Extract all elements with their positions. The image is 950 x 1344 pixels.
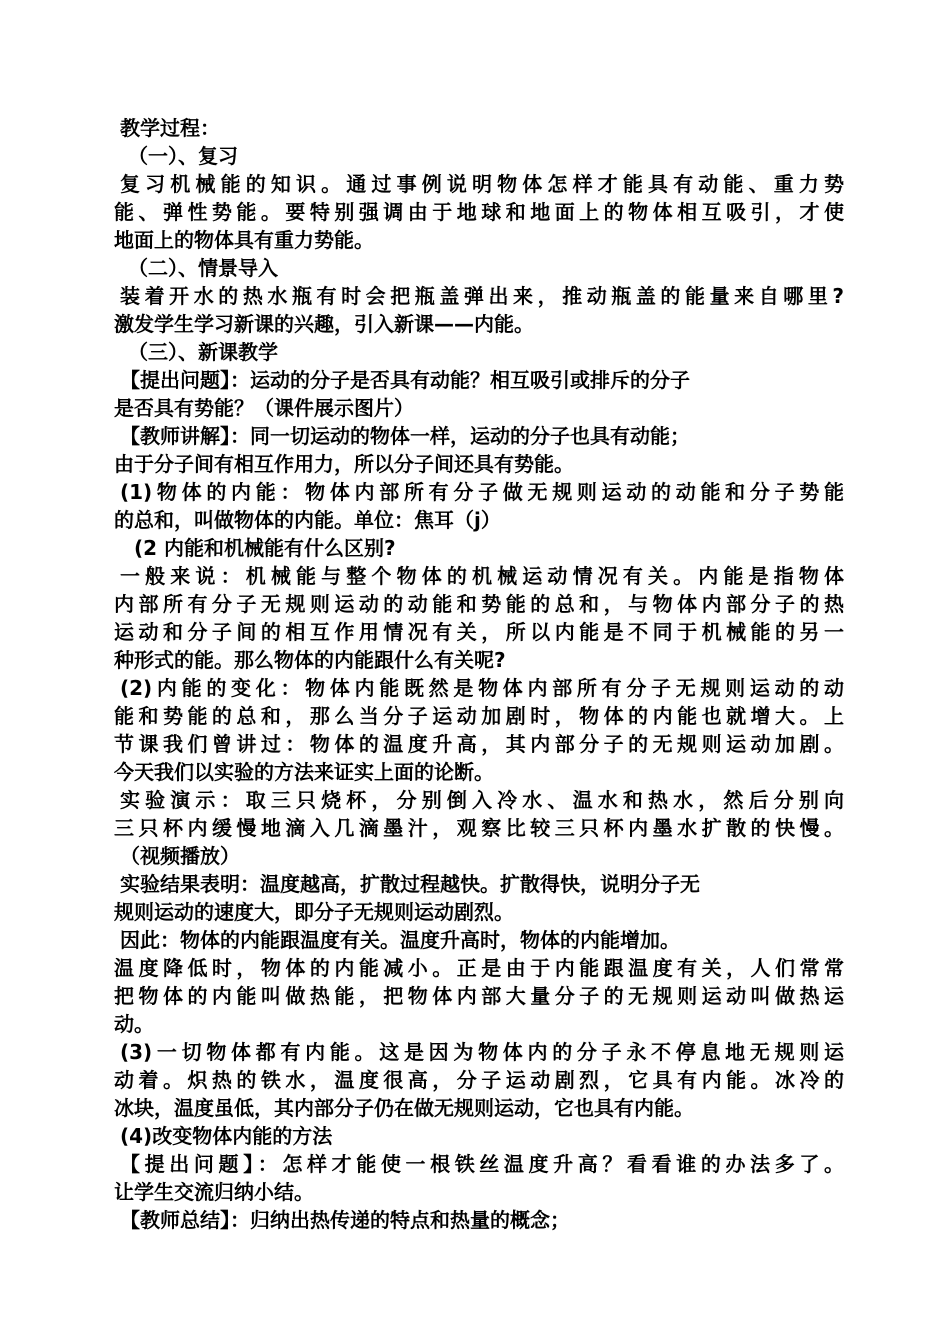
paragraph-line: 内部所有分子无规则运动的动能和势能的总和，与物体内部分子的热 xyxy=(114,592,844,616)
paragraph-line: 装着开水的热水瓶有时会把瓶盖弹出来，推动瓶盖的能量来自哪里? xyxy=(120,284,844,308)
paragraph-line: 激发学生学习新课的兴趣，引入新课——内能。 xyxy=(114,312,534,336)
paragraph-line: (3)一切物体都有内能。这是因为物体内的分子永不停息地无规则运 xyxy=(120,1040,844,1064)
subheading-line: (4)改变物体内能的方法 xyxy=(120,1124,333,1148)
paragraph-line: 因此：物体的内能跟温度有关。温度升高时，物体的内能增加。 xyxy=(120,928,680,952)
paragraph-line: 地面上的物体具有重力势能。 xyxy=(114,228,374,252)
paragraph-line: 温度降低时，物体的内能减小。正是由于内能跟温度有关，人们常常 xyxy=(114,956,844,980)
paragraph-line: 一般来说：机械能与整个物体的机械运动情况有关。内能是指物体 xyxy=(120,564,844,588)
paragraph-line: 【教师总结】：归纳出热传递的特点和热量的概念； xyxy=(120,1208,570,1232)
document-body xyxy=(114,114,844,1234)
subheading-line: (2 内能和机械能有什么区别? xyxy=(134,536,396,560)
paragraph-line: 让学生交流归纳小结。 xyxy=(114,1180,314,1204)
paragraph-line: 的总和，叫做物体的内能。单位：焦耳（j） xyxy=(114,508,501,532)
paragraph-line: 运动和分子间的相互作用情况有关，所以内能是不同于机械能的另一 xyxy=(114,620,844,644)
section-heading-review: （一）、复习 xyxy=(128,144,238,168)
paragraph-line: 把物体的内能叫做热能，把物体内部大量分子的无规则运动叫做热运 xyxy=(114,984,844,1008)
paragraph-line: 种形式的能。那么物体的内能跟什么有关呢? xyxy=(114,648,506,672)
section-heading-new-lesson: （三）、新课教学 xyxy=(128,340,278,364)
paragraph-line: 【教师讲解】：同一切运动的物体一样，运动的分子也具有动能； xyxy=(120,424,690,448)
paragraph-line: 实验演示：取三只烧杯，分别倒入冷水、温水和热水，然后分别向 xyxy=(120,788,844,812)
heading-teaching-process: 教学过程： xyxy=(120,116,220,140)
paragraph-line: 实验结果表明：温度越高，扩散过程越快。扩散得快，说明分子无 xyxy=(120,872,700,896)
paragraph-line: 由于分子间有相互作用力，所以分子间还具有势能。 xyxy=(114,452,574,476)
paragraph-line: 动着。炽热的铁水，温度很高，分子运动剧烈，它具有内能。冰冷的 xyxy=(114,1068,844,1092)
paragraph-line: (1)物体的内能：物体内部所有分子做无规则运动的动能和分子势能 xyxy=(120,480,844,504)
paragraph-line: 三只杯内缓慢地滴入几滴墨汁，观察比较三只杯内墨水扩散的快慢。 xyxy=(114,816,844,840)
section-heading-scenario: （二）、情景导入 xyxy=(128,256,278,280)
paragraph-line: 动。 xyxy=(114,1012,154,1036)
paragraph-line: 今天我们以实验的方法来证实上面的论断。 xyxy=(114,760,494,784)
paragraph-line: 复习机械能的知识。通过事例说明物体怎样才能具有动能、重力势 xyxy=(120,172,844,196)
paragraph-line: (2)内能的变化：物体内能既然是物体内部所有分子无规则运动的动 xyxy=(120,676,844,700)
paragraph-line: 节课我们曾讲过：物体的温度升高，其内部分子的无规则运动加剧。 xyxy=(114,732,844,756)
paragraph-line: 【提出问题】：运动的分子是否具有动能？相互吸引或排斥的分子 xyxy=(120,368,690,392)
paragraph-line: 【提出问题】：怎样才能使一根铁丝温度升高？看看谁的办法多了。 xyxy=(120,1152,844,1176)
paragraph-line: 能、弹性势能。要特别强调由于地球和地面上的物体相互吸引，才使 xyxy=(114,200,844,224)
paragraph-line: 规则运动的速度大，即分子无规则运动剧烈。 xyxy=(114,900,514,924)
paragraph-line: 能和势能的总和，那么当分子运动加剧时，物体的内能也就增大。上 xyxy=(114,704,844,728)
paragraph-line: 冰块，温度虽低，其内部分子仍在做无规则运动，它也具有内能。 xyxy=(114,1096,694,1120)
paragraph-line: 是否具有势能？（课件展示图片） xyxy=(114,396,414,420)
paragraph-line: （视频播放） xyxy=(120,844,240,868)
